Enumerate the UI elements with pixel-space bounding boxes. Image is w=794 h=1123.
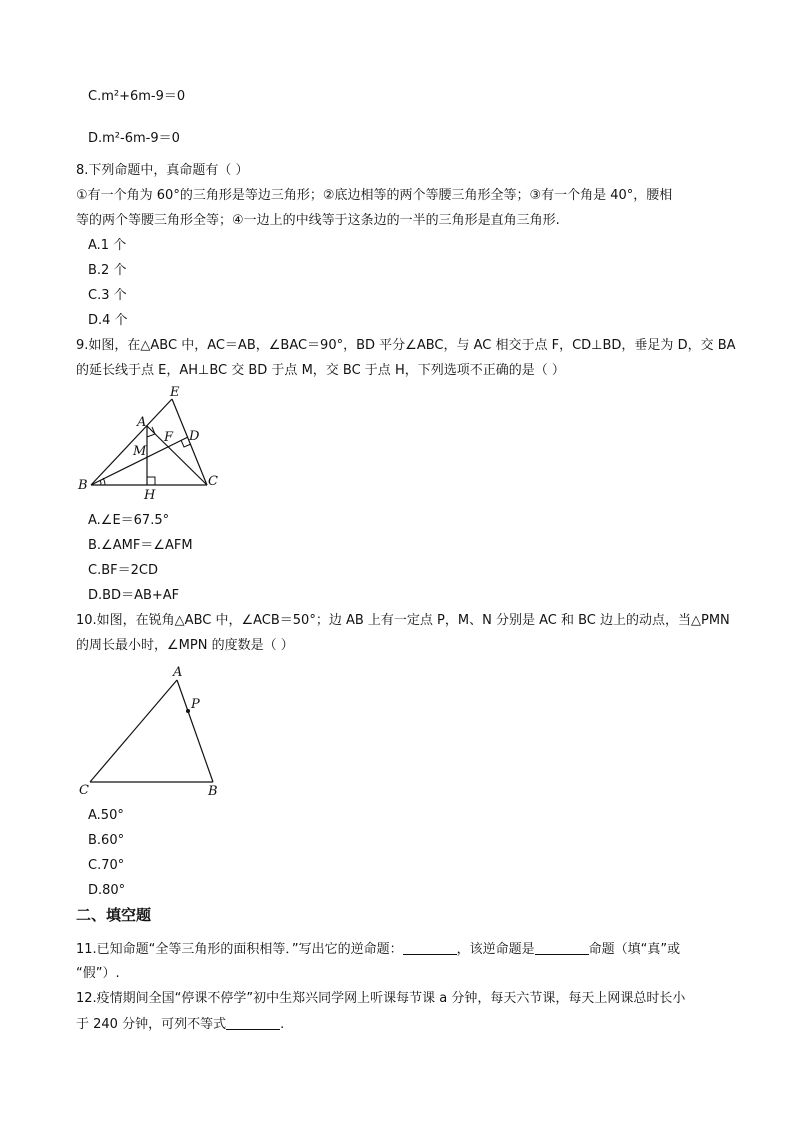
section-title: 二、填空题 <box>76 906 152 924</box>
line-ab <box>177 680 213 782</box>
label-d: D <box>189 429 200 444</box>
q10-option-a: A.50° <box>88 808 124 823</box>
question-10-line-1: 10.如图，在锐角△ABC 中，∠ACB＝50°；边 AB 上有一定点 P，M、N 分别是 AC 和 BC 边上的动点，当△PMN <box>76 613 730 628</box>
q8-option-b: B.2 个 <box>88 263 127 278</box>
q11-blank-1[interactable] <box>403 940 457 955</box>
label-a: A <box>173 665 183 680</box>
question-12-line-1: 12.疫情期间全国“停课不停学”初中生郑兴同学网上听课每节课 a 分钟，每天六节课，每天上网课总时长小 <box>76 991 686 1006</box>
q9-option-a: A.∠E＝67.5° <box>88 513 170 528</box>
option-c: C.m²+6m-9＝0 <box>88 89 186 104</box>
label-a: A <box>137 415 147 430</box>
q11-blank-2[interactable] <box>535 940 589 955</box>
q8-option-c: C.3 个 <box>88 288 127 303</box>
q11-part-1: 11.已知命题“全等三角形的面积相等．”写出它的逆命题： <box>76 942 403 957</box>
question-11-line-1 <box>76 940 680 959</box>
right-angle-a <box>147 427 155 437</box>
label-b: B <box>78 478 88 493</box>
q10-option-c: C.70° <box>88 858 125 873</box>
q9-option-c: C.BF＝2CD <box>88 563 158 578</box>
q9-option-d: D.BD＝AB+AF <box>88 588 180 603</box>
q12-blank[interactable] <box>226 1015 280 1030</box>
label-m: M <box>133 444 147 459</box>
label-b: B <box>208 784 218 799</box>
q11-part-3: 命题（填“真”或 <box>588 942 681 957</box>
q10-option-d: D.80° <box>88 883 126 898</box>
question-8-line-1: ①有一个角为 60°的三角形是等边三角形；②底边相等的两个等腰三角形全等；③有一个角是 40°，腰相 <box>76 188 673 203</box>
label-c: C <box>79 783 89 798</box>
q10-option-b: B.60° <box>88 833 125 848</box>
q12-part-2a: 于 240 分钟，可列不等式 <box>76 1017 227 1032</box>
question-8-line-2: 等的两个等腰三角形全等；④一边上的中线等于这条边的一半的三角形是直角三角形. <box>76 213 560 228</box>
q8-option-d: D.4 个 <box>88 313 128 328</box>
question-12-line-2 <box>76 1015 284 1034</box>
question-9-line-2: 的延长线于点 E，AH⊥BC 交 BD 于点 M，交 BC 于点 H，下列选项不正确的是（ ） <box>76 363 565 378</box>
label-p: P <box>191 697 200 712</box>
question-9-line-1: 9.如图，在△ABC 中，AC＝AB，∠BAC＝90°，BD 平分∠ABC，与 AC 相交于点 F，CD⊥BD，垂足为 D，交 BA <box>76 338 736 353</box>
label-f: F <box>164 430 174 445</box>
question-8-stem: 8.下列命题中，真命题有（ ） <box>76 163 249 178</box>
point-p <box>186 709 190 713</box>
q11-part-2: ，该逆命题是 <box>456 942 535 957</box>
label-h: H <box>144 488 156 503</box>
q9-option-b: B.∠AMF＝∠AFM <box>88 538 193 553</box>
right-angle-h <box>147 477 155 485</box>
q9-triangle-figure <box>70 385 240 505</box>
line-be <box>91 399 172 485</box>
label-e: E <box>170 385 180 400</box>
q10-triangle-figure <box>70 660 230 800</box>
question-10-line-2: 的周长最小时，∠MPN 的度数是（ ） <box>76 638 294 653</box>
label-c: C <box>208 474 218 489</box>
line-ca <box>90 680 177 782</box>
option-d: D.m²-6m-9＝0 <box>88 131 180 146</box>
angle-arc-b2 <box>103 478 105 485</box>
q8-option-a: A.1 个 <box>88 238 127 253</box>
q12-part-2b: . <box>280 1017 285 1032</box>
question-11-line-2: “假”）. <box>76 966 120 981</box>
angle-arc-b1 <box>100 480 101 485</box>
